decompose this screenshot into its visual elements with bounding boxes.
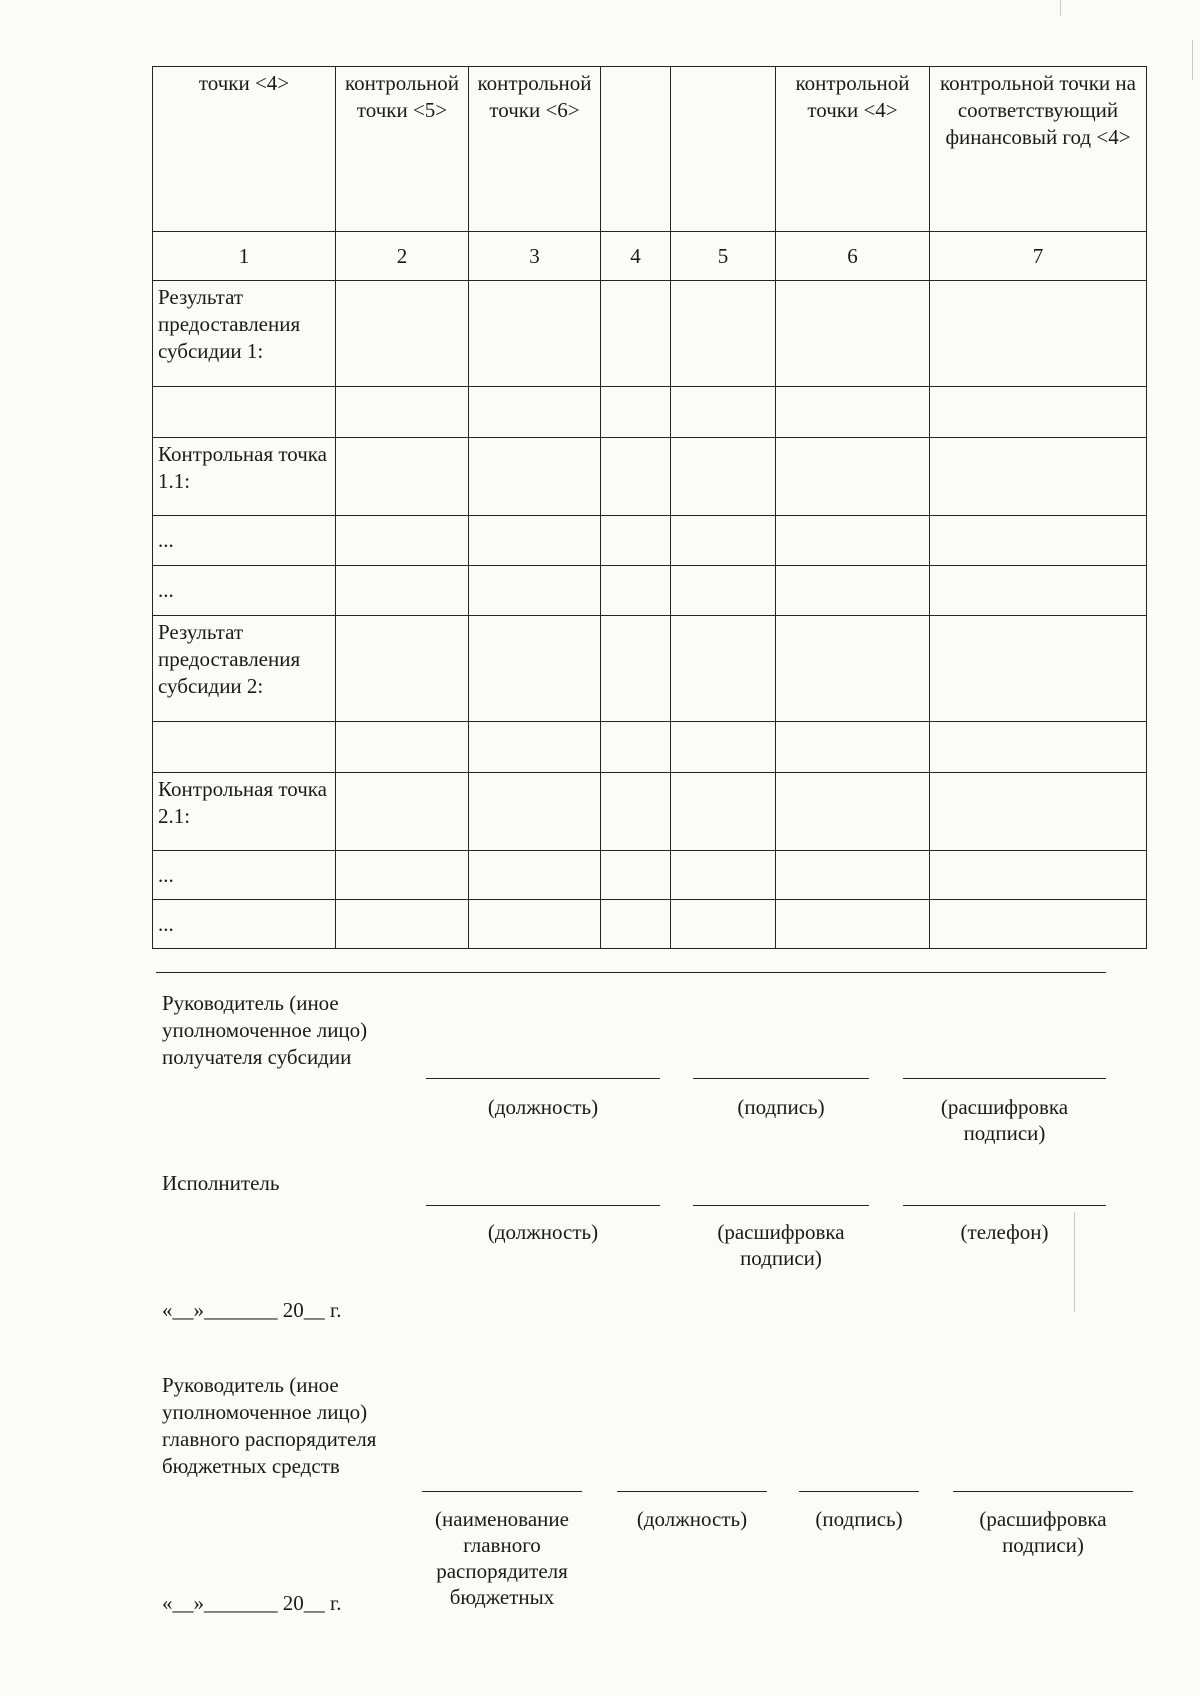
header-cell xyxy=(601,67,671,232)
signature-line xyxy=(693,1078,869,1079)
manager-head-label: Руководитель (иное уполномоченное лицо) главного распорядителя бюджетных средств xyxy=(162,1373,377,1478)
date-line: «__»_______ 20__ г. xyxy=(162,1298,342,1322)
column-number: 4 xyxy=(601,232,671,281)
signature-line xyxy=(426,1078,660,1079)
table-row xyxy=(153,566,1147,616)
row-label: ... xyxy=(153,566,336,616)
row-label: Контрольная точка 2.1: xyxy=(153,773,336,851)
signature-line xyxy=(903,1078,1106,1079)
row-label: ... xyxy=(153,851,336,900)
header-cell: точки <4> xyxy=(153,67,336,232)
table-row xyxy=(153,387,1147,438)
table-row xyxy=(153,722,1147,773)
row-label: Результат предоставления субсидии 1: xyxy=(153,281,336,387)
signature-line xyxy=(953,1491,1133,1492)
row-label xyxy=(153,387,336,438)
scan-mark xyxy=(1060,0,1061,16)
executor-label: Исполнитель xyxy=(162,1171,280,1195)
column-number: 2 xyxy=(336,232,469,281)
column-number: 7 xyxy=(930,232,1147,281)
caption-signature: (подпись) xyxy=(737,1095,825,1119)
caption-position: (должность) xyxy=(636,1507,748,1531)
table-header-row xyxy=(153,67,1147,232)
row-label: Контрольная точка 1.1: xyxy=(153,438,336,516)
table-row xyxy=(153,516,1147,566)
header-cell: контрольной точки на соответствующий финансовый год <4> xyxy=(930,67,1147,232)
caption-organization-name: (наименование главного распорядителя бюджетных xyxy=(435,1507,569,1609)
caption-signature-decoding: (расшифровка подписи) xyxy=(717,1220,845,1270)
column-number: 1 xyxy=(153,232,336,281)
caption-phone: (телефон) xyxy=(960,1220,1049,1244)
table-row xyxy=(153,773,1147,851)
row-label: ... xyxy=(153,516,336,566)
table-row xyxy=(153,438,1147,516)
signature-line xyxy=(799,1491,919,1492)
date-line: «__»_______ 20__ г. xyxy=(162,1591,342,1615)
signature-line xyxy=(422,1491,582,1492)
caption-signature-decoding: (расшифровка подписи) xyxy=(979,1507,1107,1557)
caption-position: (должность) xyxy=(487,1220,599,1244)
signature-line xyxy=(617,1491,767,1492)
row-label: ... xyxy=(153,900,336,949)
header-cell xyxy=(671,67,776,232)
row-label: Результат предоставления субсидии 2: xyxy=(153,616,336,722)
table-row xyxy=(153,281,1147,387)
table-row xyxy=(153,851,1147,900)
header-cell: контрольной точки <6> xyxy=(469,67,601,232)
control-points-table xyxy=(152,66,1147,949)
table-row xyxy=(153,616,1147,722)
caption-position: (должность) xyxy=(487,1095,599,1119)
header-cell: контрольной точки <5> xyxy=(336,67,469,232)
column-number: 5 xyxy=(671,232,776,281)
separator-line xyxy=(156,972,1106,973)
table-row xyxy=(153,900,1147,949)
column-number: 6 xyxy=(776,232,930,281)
column-number-row xyxy=(153,232,1147,281)
caption-signature: (подпись) xyxy=(815,1507,903,1531)
signature-line xyxy=(693,1205,869,1206)
recipient-head-label: Руководитель (иное уполномоченное лицо) получателя субсидии xyxy=(162,991,368,1069)
column-number: 3 xyxy=(469,232,601,281)
signature-line xyxy=(903,1205,1106,1206)
signature-line xyxy=(426,1205,660,1206)
scan-mark xyxy=(1192,40,1193,80)
row-label xyxy=(153,722,336,773)
header-cell: контрольной точки <4> xyxy=(776,67,930,232)
caption-signature-decoding: (расшифровка подписи) xyxy=(940,1095,1069,1145)
